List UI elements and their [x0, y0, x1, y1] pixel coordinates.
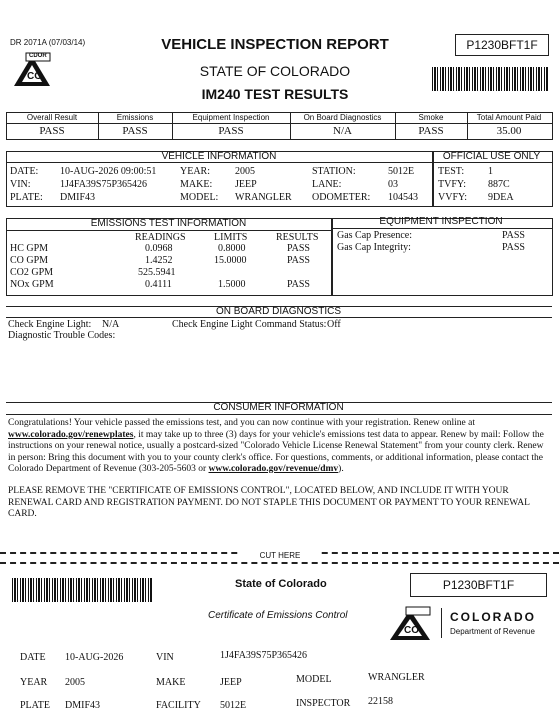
gas-cap-presence-value: PASS [502, 230, 525, 241]
emission-row-result: PASS [287, 255, 310, 266]
date-label: DATE: [10, 166, 39, 177]
readings-header: READINGS [135, 232, 186, 243]
cut-here-label: CUT HERE [240, 551, 320, 560]
vvfy-value: 9DEA [488, 192, 514, 203]
cert-plate-label: PLATE [20, 700, 50, 711]
renewplates-link[interactable]: www.colorado.gov/renewplates [8, 429, 134, 440]
form-id: DR 2071A (07/03/14) [10, 38, 86, 47]
make-label: MAKE: [180, 179, 213, 190]
gas-cap-presence-label: Gas Cap Presence: [337, 230, 412, 241]
colorado-logo: CO [386, 606, 436, 642]
plate-value: DMIF43 [60, 192, 96, 203]
colorado-wordmark: COLORADO [450, 610, 536, 624]
results-header: RESULTS [276, 232, 319, 243]
summary-smoke-result: PASS [418, 125, 444, 137]
date-value: 10-AUG-2026 09:00:51 [60, 166, 157, 177]
summary-header-obd: On Board Diagnostics [303, 113, 382, 122]
emission-row-name: HC GPM [10, 243, 49, 254]
model-label: MODEL: [180, 192, 219, 203]
certificate-state: State of Colorado [235, 578, 327, 590]
vin-value: 1J4FA39S75P365426 [60, 179, 148, 190]
summary-emissions-result: PASS [122, 125, 148, 137]
emission-row-limit: 1.5000 [218, 279, 246, 290]
summary-header-total: Total Amount Paid [476, 113, 542, 122]
odometer-label: ODOMETER: [312, 192, 371, 203]
cert-date-value: 10-AUG-2026 [65, 652, 124, 663]
emission-row-name: NOx GPM [10, 279, 54, 290]
summary-total-paid: 35.00 [496, 125, 522, 137]
cert-make-label: MAKE [156, 677, 186, 688]
cert-inspector-value: 22158 [368, 696, 393, 707]
summary-obd-result: N/A [333, 125, 352, 137]
year-value: 2005 [235, 166, 255, 177]
emission-row-reading: 0.0968 [145, 243, 173, 254]
cert-model-value: WRANGLER [368, 672, 425, 683]
vvfy-label: VVFY: [438, 192, 468, 203]
department-name: Department of Revenue [450, 627, 535, 636]
emission-row-name: CO GPM [10, 255, 49, 266]
limits-header: LIMITS [214, 232, 248, 243]
summary-overall-result: PASS [39, 125, 65, 137]
cert-date-label: DATE [20, 652, 46, 663]
odometer-value: 104543 [388, 192, 418, 203]
cdor-logo: CO CDOR [10, 52, 54, 88]
vin-label: VIN: [10, 179, 31, 190]
emissions-title: EMISSIONS TEST INFORMATION [90, 218, 247, 229]
consumer-paragraph: Congratulations! Your vehicle passed the emissions test, and you can now continue with your registration. Renew online at www.colorado.gov/renewplates, it may take up to three (3) days for your vehicle's emissions test data to appear. Renew by mail: Follow the instructions on your renewal notice, usually a postcard-sized "Colorado Vehicle License Renewal Statement" from your county clerk. Renew in person: Bring this document with you to your county clerk's office. For questions, comments, or additional information, please contact the Colorado Department of Revenue (303-205-5603 or www.colorado.gov/revenue/dmv). [8, 418, 544, 474]
year-label: YEAR: [180, 166, 210, 177]
station-label: STATION: [312, 166, 356, 177]
emission-row-name: CO2 GPM [10, 267, 54, 278]
command-status-value: Off [327, 319, 341, 330]
emission-row-reading: 0.4111 [145, 279, 172, 290]
emission-row-limit: 15.0000 [214, 255, 247, 266]
cert-facility-label: FACILITY [156, 700, 201, 711]
lane-value: 03 [388, 179, 398, 190]
certificate-barcode [12, 578, 152, 602]
removal-instructions: PLEASE REMOVE THE "CERTIFICATE OF EMISSIONS CONTROL", LOCATED BELOW, AND INCLUDE IT WITH YOUR RENEWAL CARD AND REGISTRATION PAYMENT. DO NOT STAPLE THIS DOCUMENT OR PAYMENT TO YOUR RENEWAL CARD. [8, 486, 530, 519]
official-use-title: OFFICIAL USE ONLY [442, 151, 541, 162]
emission-row-result: PASS [287, 279, 310, 290]
check-engine-label: Check Engine Light: [8, 319, 92, 330]
summary-header-overall: Overall Result [26, 113, 78, 122]
revenue-dmv-link[interactable]: www.colorado.gov/revenue/dmv [208, 464, 339, 474]
cert-year-value: 2005 [65, 677, 85, 688]
certificate-title: Certificate of Emissions Control [208, 610, 348, 621]
tvfy-label: TVFY: [438, 179, 466, 190]
test-label: TEST: [438, 166, 465, 177]
equipment-title: EQUIPMENT INSPECTION [379, 216, 503, 227]
cert-plate-value: DMIF43 [65, 700, 101, 711]
cert-make-value: JEEP [220, 677, 242, 688]
emission-row-result: PASS [287, 243, 310, 254]
plate-label: PLATE: [10, 192, 43, 203]
command-status-label: Check Engine Light Command Status: [172, 319, 327, 330]
gas-cap-integrity-label: Gas Cap Integrity: [337, 242, 411, 253]
cert-model-label: MODEL [296, 674, 332, 685]
cut-line-bottom [0, 562, 559, 564]
cert-vin-label: VIN [156, 652, 174, 663]
gas-cap-integrity-value: PASS [502, 242, 525, 253]
test-value: 1 [488, 166, 493, 177]
cert-inspector-label: INSPECTOR [296, 698, 351, 709]
consumer-title: CONSUMER INFORMATION [213, 402, 344, 413]
tvfy-value: 887C [488, 179, 510, 190]
emission-row-limit: 0.8000 [218, 243, 246, 254]
cert-facility-value: 5012E [220, 700, 247, 711]
vehicle-info-title: VEHICLE INFORMATION [161, 151, 277, 162]
barcode [432, 67, 548, 91]
station-value: 5012E [388, 166, 415, 177]
obd-title: ON BOARD DIAGNOSTICS [215, 306, 341, 317]
summary-equipment-result: PASS [218, 125, 244, 137]
make-value: JEEP [235, 179, 257, 190]
cert-year-label: YEAR [20, 677, 48, 688]
report-title: VEHICLE INSPECTION REPORT [161, 36, 389, 53]
state-name: STATE OF COLORADO [199, 63, 351, 79]
certificate-report-code: P1230BFT1F [410, 573, 547, 597]
cert-vin-value: 1J4FA39S75P365426 [220, 650, 308, 661]
emission-row-reading: 1.4252 [145, 255, 173, 266]
report-code: P1230BFT1F [455, 34, 549, 56]
check-engine-value: N/A [102, 319, 120, 330]
dtc-label: Diagnostic Trouble Codes: [8, 330, 116, 341]
summary-header-smoke: Smoke [418, 113, 444, 122]
summary-header-equipment: Equipment Inspection [192, 113, 270, 122]
emission-row-reading: 525.5941 [138, 267, 176, 278]
test-subtitle: IM240 TEST RESULTS [201, 86, 349, 102]
model-value: WRANGLER [235, 192, 292, 203]
summary-header-emissions: Emissions [116, 113, 154, 122]
lane-label: LANE: [312, 179, 342, 190]
